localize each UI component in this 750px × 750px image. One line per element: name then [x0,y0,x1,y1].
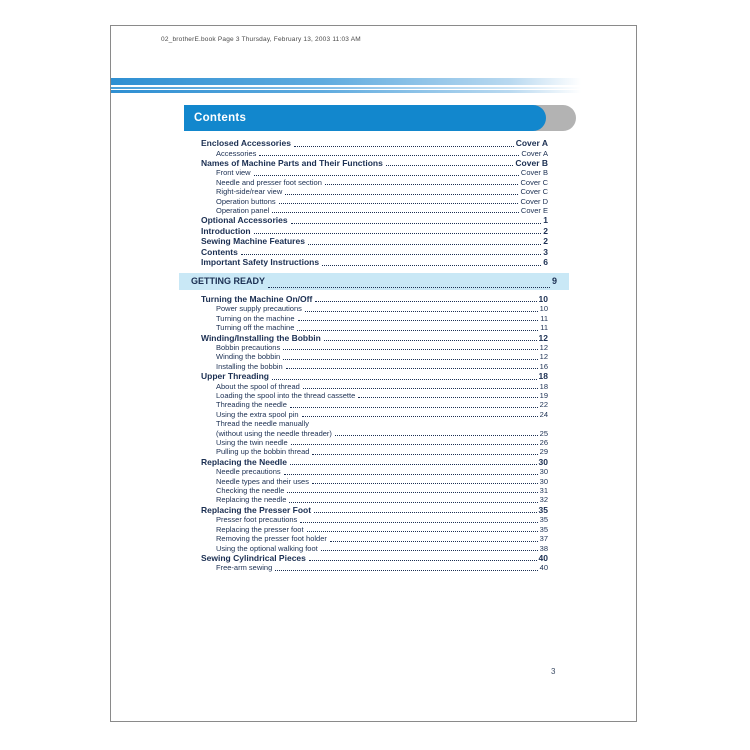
toc-entry-label: Winding/Installing the Bobbin [201,332,321,343]
toc-entry-label: Turning the Machine On/Off [201,293,313,304]
toc-entry-label: Bobbin precautions [216,343,281,353]
toc-entry [216,429,548,438]
toc-entry-label: Turning off the machine [216,323,295,333]
toc-entry [216,525,548,534]
toc-entry [216,486,548,495]
leader-dots [298,320,539,321]
toc-entry-label: Operation panel [216,205,270,215]
toc-entry-page: 2 [543,236,548,247]
leader-dots [241,254,541,255]
toc-entry [201,553,548,564]
leader-dots [254,233,542,234]
toc-entry [216,544,548,553]
toc-entry-page: 29 [539,447,548,457]
toc-entry-label: Operation buttons [216,196,276,206]
toc-entry-label: Threading the needle [216,400,287,410]
toc-entry [216,382,548,391]
toc-entry [201,333,548,344]
toc-entry [201,236,548,247]
leader-dots [286,368,538,369]
toc-entry-label: About the spool of thread [216,381,300,391]
toc-entry-label: Replacing the Needle [201,456,287,467]
toc-entry-page: 12 [539,343,548,353]
contents-banner-title: Contents [194,112,247,124]
leader-dots [358,397,537,398]
leader-dots [279,203,519,204]
toc-entry-page: 30 [539,476,548,486]
leader-dots [291,223,542,224]
toc-entry-label: Front view [216,168,251,178]
toc-entry-page: 40 [538,552,548,563]
toc-entry-label: Names of Machine Parts and Their Functions [201,157,383,168]
toc-entry-page: 12 [538,332,548,343]
toc-entry-page: Cover B [515,157,548,168]
toc-entry-page: 2 [543,225,548,236]
toc-entry [216,343,548,352]
leader-dots [268,287,550,288]
toc-entry-page: 26 [539,438,548,448]
toc-entry-label: (without using the needle threader) [216,428,332,438]
leader-dots [307,531,538,532]
toc-entry [216,362,548,371]
toc-entry [201,158,548,169]
leader-dots [315,301,536,302]
toc-entry-label: Sewing Cylindrical Pieces [201,552,306,563]
leader-dots [272,379,537,380]
toc-entry [216,438,548,447]
toc-entry [216,197,548,206]
running-header: 02_brotherE.book Page 3 Thursday, February 13, 2003 11:03 AM [161,36,361,43]
leader-dots [285,194,518,195]
toc-entry-page: 30 [539,467,548,477]
toc-entry-page: 32 [539,495,548,505]
toc-entry-page: Cover B [520,168,548,178]
toc-entry-label: Using the optional walking foot [216,543,318,553]
leader-dots [259,155,519,156]
toc-entry [216,563,548,572]
stripe-bottom [111,90,581,93]
toc-entry-label: Accessories [216,148,257,158]
toc-entry [216,447,548,456]
toc-entry-label: Needle precautions [216,467,281,477]
toc-entry-page: 35 [539,524,548,534]
toc-entry-label: Optional Accessories [201,215,288,226]
manual-page [110,25,637,722]
toc-entry-page: 16 [539,361,548,371]
toc-entry [201,138,548,149]
leader-dots [386,165,514,166]
leader-dots [290,464,537,465]
toc-entry-label: Sewing Machine Features [201,236,305,247]
toc-entry-label: Loading the spool into the thread cassette [216,391,356,401]
toc-entry-label: Removing the presser foot holder [216,534,327,544]
toc-entry [216,304,548,313]
leader-dots [290,407,538,408]
toc-entry-label: Replacing the needle [216,495,287,505]
toc-entry-label: Checking the needle [216,486,285,496]
toc-entry-label: Presser foot precautions [216,515,298,525]
leader-dots [272,212,519,213]
contents-banner [184,105,546,131]
toc-entry-page: 11 [540,323,548,333]
toc-entry [216,206,548,215]
toc-entry-page: 38 [539,543,548,553]
leader-dots [335,435,538,436]
toc-entry [216,515,548,524]
leader-dots [294,146,514,147]
toc-entry-page: Cover E [520,205,548,215]
toc-entry [201,371,548,382]
toc-entry [201,215,548,226]
leader-dots [312,454,537,455]
leader-dots [283,359,537,360]
toc-entry-page: 10 [538,293,548,304]
toc-entry-page: 25 [539,428,548,438]
toc-entry-page: Cover A [515,138,548,148]
toc-entry [201,247,548,258]
toc-entry-page: 18 [539,381,548,391]
toc-entry-label: Installing the bobbin [216,361,283,371]
toc-section-label: GETTING READY [191,276,266,287]
toc-entry-page: 37 [539,534,548,544]
toc-entry-label: Important Safety Instructions [201,257,320,268]
toc-entry-label: Introduction [201,225,251,236]
toc-entry-label: Pulling up the bobbin thread [216,447,310,457]
leader-dots [254,175,519,176]
leader-dots [275,570,537,571]
toc-entry [216,400,548,409]
toc-entry-label: Using the twin needle [216,438,288,448]
toc-entry-page: 35 [539,515,548,525]
toc-entry-page: 24 [539,409,548,419]
toc-entry-page: 30 [538,456,548,467]
toc-entry-page: 18 [538,371,548,382]
toc-entry-label: Power supply precautions [216,304,302,314]
leader-dots [309,560,537,561]
toc-entry [201,294,548,305]
toc-entry [216,149,548,158]
toc-entry-label: Thread the needle manually [216,419,309,429]
leader-dots [287,492,537,493]
toc-entry-label: Needle types and their uses [216,476,309,486]
toc-entry-page: 11 [540,313,548,323]
leader-dots [324,340,537,341]
toc-entry-label: Needle and presser foot section [216,177,322,187]
leader-dots [297,330,538,331]
toc-entry-page: 12 [539,352,548,362]
toc-entry-page: 19 [539,391,548,401]
toc-entry-label: Turning on the machine [216,313,295,323]
toc-entry [216,168,548,177]
toc-entry [216,323,548,332]
toc-entry-label: Enclosed Accessories [201,138,291,148]
toc-section-header [179,273,569,290]
toc-entry-label: Right-side/rear view [216,187,283,197]
leader-dots [289,502,537,503]
stripe-top [111,78,581,85]
toc-entry-label: Free-arm sewing [216,563,273,573]
leader-dots [302,416,538,417]
toc-section-page: 9 [551,276,557,287]
leader-dots [283,349,537,350]
toc-entry [216,495,548,504]
toc-entry-page: 35 [538,504,548,515]
toc-entry [216,467,548,476]
toc-entry [216,477,548,486]
decorative-stripe-band [111,78,581,93]
toc-entry-label: Upper Threading [201,371,270,382]
toc-entry-page: 3 [543,246,548,257]
toc-entry [216,391,548,400]
toc [191,138,569,573]
toc-entry-label: Replacing the Presser Foot [201,504,312,515]
toc-entry [216,419,548,428]
toc-entry [216,178,548,187]
toc-entry-page: Cover C [520,177,548,187]
toc-entry-page: Cover D [520,196,548,206]
toc-entry-page: 22 [539,400,548,410]
toc-entry [216,314,548,323]
leader-dots [325,184,519,185]
leader-dots [284,474,538,475]
toc-entry-label: Replacing the presser foot [216,524,304,534]
toc-entry-label: Contents [201,246,238,257]
leader-dots [308,244,541,245]
toc-entry-label: Winding the bobbin [216,352,281,362]
toc-entry [216,187,548,196]
toc-entry-page: 6 [543,257,548,268]
toc-entry [216,410,548,419]
toc-entry-label: Using the extra spool pin [216,409,299,419]
page-number: 3 [551,667,556,676]
toc-entry-page: 1 [543,215,548,226]
toc-entry-page: 31 [539,486,548,496]
leader-dots [321,550,538,551]
leader-dots [322,265,541,266]
toc-entry [201,257,548,268]
toc-entry [201,226,548,237]
leader-dots [291,444,538,445]
toc-entry [216,352,548,361]
leader-dots [300,522,537,523]
leader-dots [305,311,538,312]
leader-dots [314,512,536,513]
leader-dots [312,483,538,484]
toc-entry-page: 40 [539,563,548,573]
toc-entry-page: 10 [539,304,548,314]
toc-entry-page: Cover A [521,148,548,158]
toc-entry-page: Cover C [520,187,548,197]
leader-dots [303,388,538,389]
toc-entry [216,534,548,543]
toc-entry [201,505,548,516]
leader-dots [330,541,538,542]
toc-entry [201,457,548,468]
